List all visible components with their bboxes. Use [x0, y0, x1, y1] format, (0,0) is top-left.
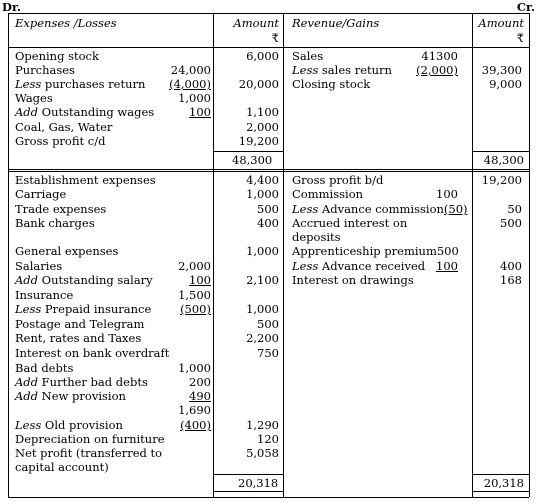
total-rule [472, 491, 529, 492]
revenue-item-sub: (2,000) [416, 63, 458, 77]
expense-item-amount: 750 [257, 346, 279, 360]
expense-item-label: Less Prepaid insurance [15, 302, 152, 316]
expense-item-amount: 1,000 [246, 302, 279, 316]
expense-item-label: General expenses [15, 244, 119, 258]
expense-item-amount: 5,058 [246, 446, 279, 460]
expense-item-label: Add Further bad debts [15, 375, 148, 389]
expense-item-label: Carriage [15, 187, 67, 201]
expense-item-amount: 1,100 [246, 105, 279, 119]
cr-label: Cr. [516, 0, 535, 14]
section-divider [8, 171, 529, 172]
expense-item-amount: 400 [257, 216, 279, 230]
expense-item-amount: 500 [257, 202, 279, 216]
revenue-item-label: deposits [292, 230, 341, 244]
revenue-item-label: Commission [292, 187, 364, 201]
expense-item-label: Trade expenses [15, 202, 107, 216]
revenue-item-sub: 500 [436, 244, 459, 258]
amount-right-header: Amount [478, 16, 524, 30]
revenue-item-label: Accrued interest on [292, 216, 408, 230]
expense-item-sub: (400) [180, 418, 211, 432]
expense-item-label: Add Outstanding wages [15, 105, 155, 119]
revenue-item-label: Less Advance commission(50) [292, 202, 468, 216]
table-bottom-border [8, 497, 529, 498]
revenue-item-sub: 41300 [421, 49, 458, 63]
expense-item-label: Less purchases return [15, 77, 146, 91]
expense-item-sub: 1,000 [178, 361, 211, 375]
expenses-header: Expenses /Losses [15, 16, 117, 30]
trading-total-right: 48,300 [483, 153, 524, 167]
total-rule [213, 151, 283, 152]
expense-item-amount: 19,200 [238, 134, 279, 148]
expense-item-amount: 1,290 [246, 418, 279, 432]
expense-item-label: Insurance [15, 288, 74, 302]
expense-item-amount: 2,100 [246, 273, 279, 287]
total-rule [472, 474, 529, 475]
expense-item-label: Add Outstanding salary [15, 273, 153, 287]
revenue-item-sub: (50) [443, 202, 468, 216]
expense-item-amount: 1,000 [246, 187, 279, 201]
revenue-item-amount: 500 [500, 216, 522, 230]
revenue-item-amount: 400 [500, 259, 522, 273]
table-left-border [8, 13, 9, 497]
revenue-header: Revenue/Gains [292, 16, 380, 30]
expense-item-label: Opening stock [15, 49, 99, 63]
revenue-item-label: Apprenticeship premium500 [292, 244, 459, 258]
right-amount-divider [472, 13, 473, 497]
center-divider [283, 13, 284, 497]
revenue-item-label: Interest on drawings [292, 273, 414, 287]
expense-item-label: Wages [15, 91, 53, 105]
expense-item-amount: 20,000 [238, 77, 279, 91]
expense-item-sub: 200 [189, 375, 211, 389]
expense-item-amount: 120 [257, 432, 279, 446]
revenue-item-amount: 39,300 [481, 63, 522, 77]
revenue-item-label: Sales [292, 49, 324, 63]
expense-item-sub: 100 [189, 105, 211, 119]
revenue-item-label: Gross profit b/d [292, 173, 384, 187]
expense-item-label: Bad debts [15, 361, 74, 375]
expense-item-label: Bank charges [15, 216, 95, 230]
expense-item-amount: 6,000 [246, 49, 279, 63]
revenue-item-sub: 100 [436, 259, 458, 273]
expense-item-label: Less Old provision [15, 418, 123, 432]
expense-item-label: Gross profit c/d [15, 134, 106, 148]
table-top-border [8, 13, 529, 14]
expense-item-label: Coal, Gas, Water [15, 120, 113, 134]
expense-item-sub: 1,000 [178, 91, 211, 105]
expense-item-sub: (4,000) [169, 77, 211, 91]
section-divider [8, 169, 529, 170]
expense-item-amount: 1,000 [246, 244, 279, 258]
header-bottom-border [8, 47, 529, 48]
pl-total-left: 20,318 [238, 476, 279, 490]
expense-item-label: Salaries [15, 259, 63, 273]
total-rule [472, 151, 529, 152]
left-amount-divider [213, 13, 214, 497]
expense-item-amount: 2,200 [246, 331, 279, 345]
total-rule [213, 491, 283, 492]
revenue-item-amount: 19,200 [481, 173, 522, 187]
revenue-item-label: Closing stock [292, 77, 371, 91]
revenue-item-label: Less sales return [292, 63, 392, 77]
expense-item-sub: 1,690 [178, 403, 211, 417]
expense-item-label: Rent, rates and Taxes [15, 331, 142, 345]
expense-item-label: Depreciation on furniture [15, 432, 165, 446]
expense-item-label: Interest on bank overdraft [15, 346, 170, 360]
expense-item-sub: 490 [189, 389, 211, 403]
revenue-item-amount: 50 [507, 202, 522, 216]
expense-item-sub: 1,500 [178, 288, 211, 302]
expense-item-label: Net profit (transferred to [15, 446, 163, 460]
expense-item-label: capital account) [15, 460, 109, 474]
pl-total-right: 20,318 [483, 476, 524, 490]
expense-item-amount: 2,000 [246, 120, 279, 134]
expense-item-amount: 4,400 [246, 173, 279, 187]
expense-item-sub: 24,000 [170, 63, 211, 77]
expense-item-label: Add New provision [15, 389, 126, 403]
expense-item-label: Postage and Telegram [15, 317, 145, 331]
table-right-border [529, 13, 530, 497]
expense-item-amount: 500 [257, 317, 279, 331]
expense-item-sub: 2,000 [178, 259, 211, 273]
expense-item-label: Purchases [15, 63, 75, 77]
dr-label: Dr. [2, 0, 21, 14]
revenue-item-amount: 9,000 [489, 77, 522, 91]
expense-item-sub: (500) [180, 302, 211, 316]
rupee-right: ₹ [516, 31, 524, 45]
total-rule [213, 474, 283, 475]
expense-item-label: Establishment expenses [15, 173, 156, 187]
revenue-item-amount: 168 [500, 273, 522, 287]
revenue-item-sub: 100 [436, 187, 458, 201]
revenue-item-label: Less Advance received [292, 259, 426, 273]
trading-total-left: 48,300 [232, 153, 273, 167]
rupee-left: ₹ [271, 31, 279, 45]
expense-item-sub: 100 [189, 273, 211, 287]
amount-left-header: Amount [233, 16, 279, 30]
